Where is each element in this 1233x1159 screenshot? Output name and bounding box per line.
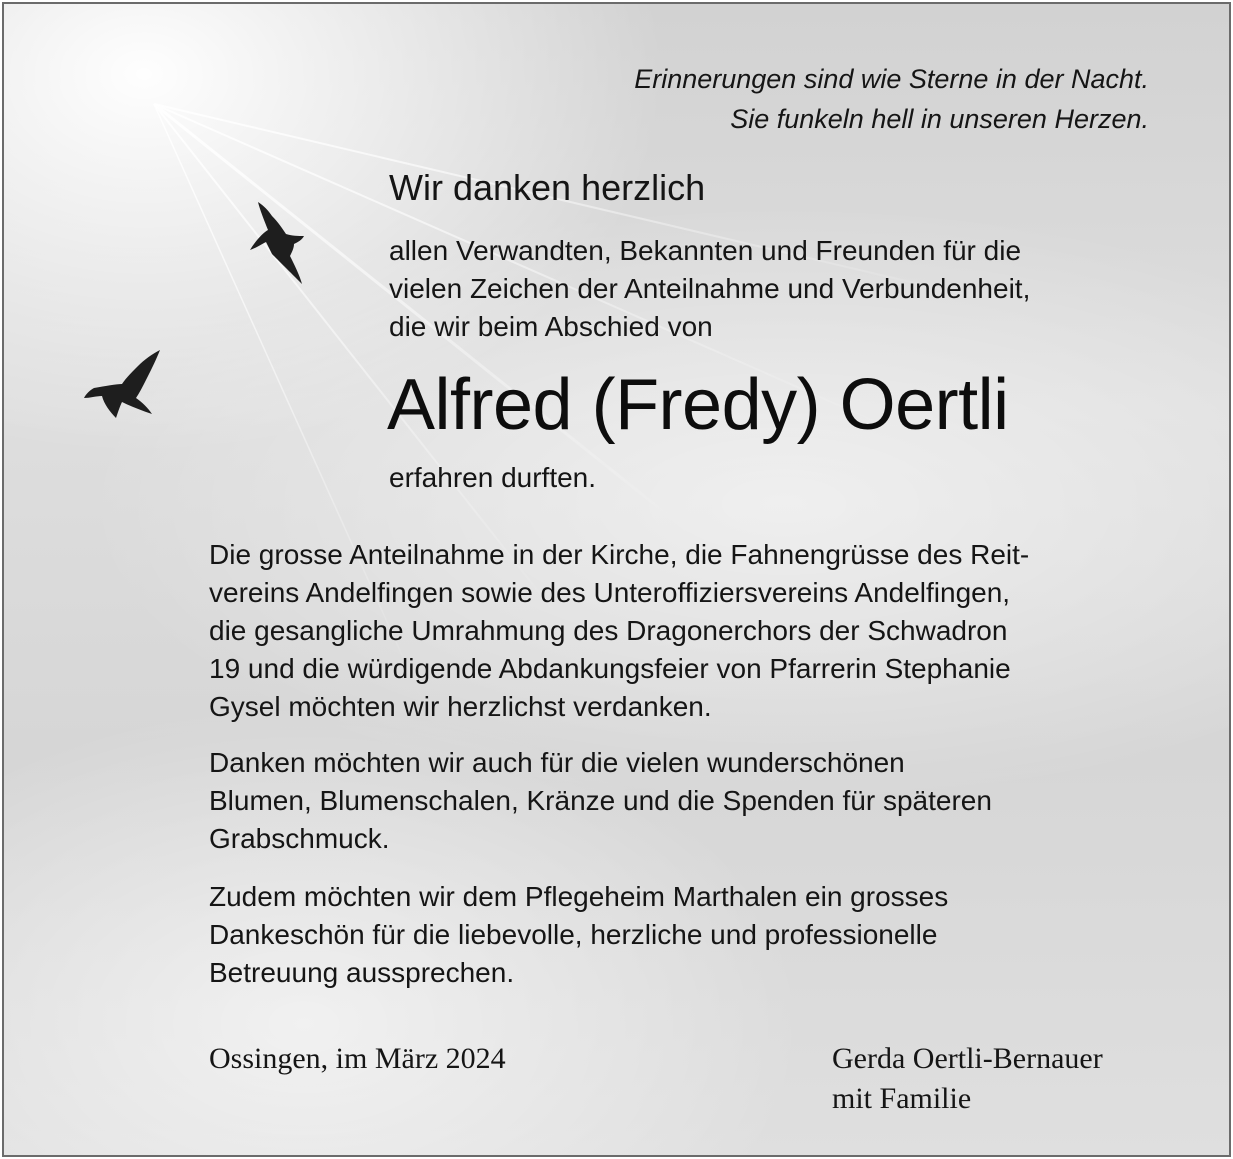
intro-line: allen Verwandten, Bekannten und Freunden für die bbox=[389, 235, 1022, 266]
paragraph-line: Gysel möchten wir herzlichst verdanken. bbox=[209, 691, 712, 722]
place-date: Ossingen, im März 2024 bbox=[209, 1042, 506, 1075]
deceased-name: Alfred (Fredy) Oertli bbox=[387, 365, 1009, 445]
paragraph-line: Dankeschön für die liebevolle, herzliche und professionelle bbox=[209, 919, 938, 950]
thanks-heading: Wir danken herzlich bbox=[389, 167, 706, 208]
obituary-card bbox=[2, 2, 1231, 1157]
closing-phrase: erfahren durften. bbox=[389, 462, 597, 493]
paragraph-line: 19 und die würdigende Abdankungsfeier von Pfarrerin Stephanie bbox=[209, 653, 1011, 684]
signature-name: Gerda Oertli-Bernauer bbox=[832, 1042, 1103, 1075]
bird-icon bbox=[82, 346, 166, 422]
intro-text bbox=[389, 232, 1030, 346]
memorial-quote bbox=[634, 59, 1149, 139]
paragraph-line: vereins Andelfingen sowie des Unteroffiziersvereins Andelfingen, bbox=[209, 577, 1011, 608]
quote-line: Erinnerungen sind wie Sterne in der Nacht. bbox=[634, 64, 1149, 94]
paragraph-church-service bbox=[209, 536, 1169, 726]
paragraph-line: Zudem möchten wir dem Pflegeheim Marthalen ein grosses bbox=[209, 881, 949, 912]
signature bbox=[832, 1039, 1103, 1119]
paragraph-line: Blumen, Blumenschalen, Kränze und die Spenden für späteren bbox=[209, 785, 992, 816]
quote-line: Sie funkeln hell in unseren Herzen. bbox=[730, 104, 1149, 134]
paragraph-line: Grabschmuck. bbox=[209, 823, 390, 854]
intro-line: die wir beim Abschied von bbox=[389, 311, 713, 342]
paragraph-line: die gesangliche Umrahmung des Dragonerchors der Schwadron bbox=[209, 615, 1008, 646]
paragraph-line: Betreuung aussprechen. bbox=[209, 957, 515, 988]
signature-family: mit Familie bbox=[832, 1082, 972, 1115]
intro-line: vielen Zeichen der Anteilnahme und Verbundenheit, bbox=[389, 273, 1031, 304]
paragraph-line: Die grosse Anteilnahme in der Kirche, die Fahnengrüsse des Reit- bbox=[209, 539, 1030, 570]
paragraph-line: Danken möchten wir auch für die vielen wunderschönen bbox=[209, 747, 905, 778]
bird-icon bbox=[244, 196, 308, 292]
paragraph-care-home bbox=[209, 878, 1169, 992]
paragraph-flowers bbox=[209, 744, 1169, 858]
